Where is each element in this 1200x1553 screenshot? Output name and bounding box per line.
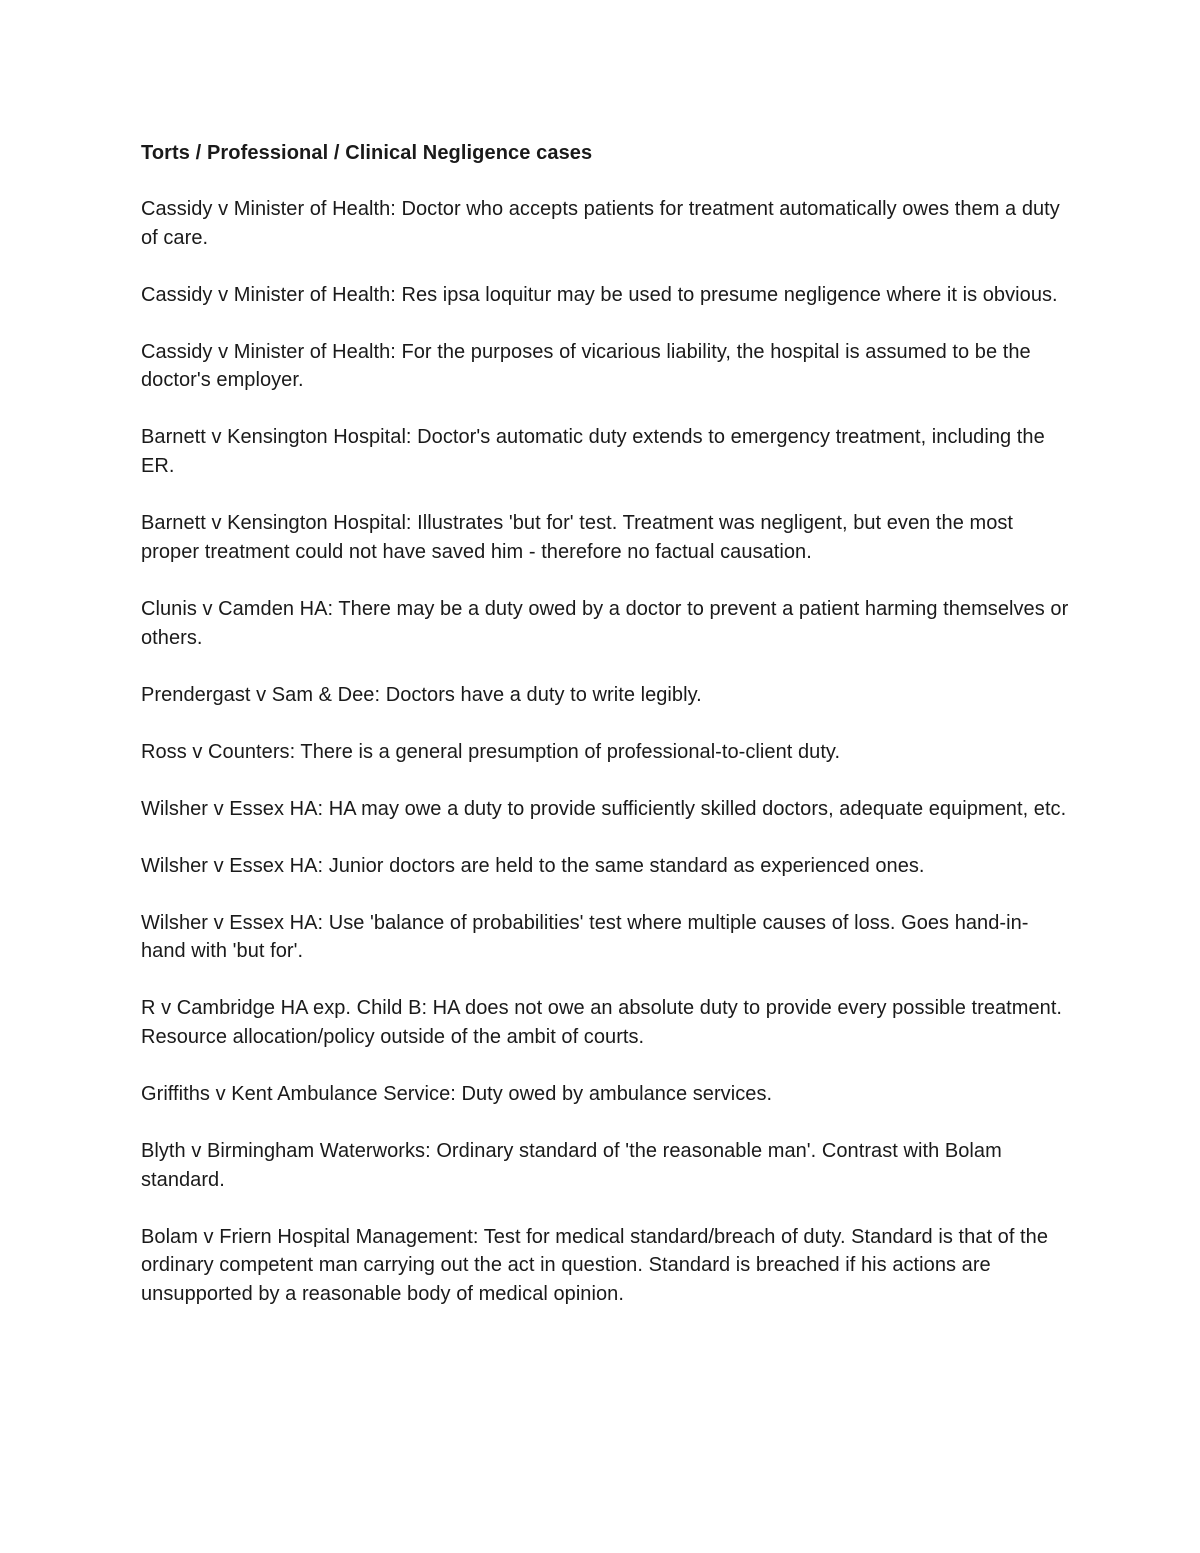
case-entry: Cassidy v Minister of Health: Doctor who accepts patients for treatment automatically owes them a duty of care. <box>141 198 1060 249</box>
case-entry: Prendergast v Sam & Dee: Doctors have a duty to write legibly. <box>141 683 702 706</box>
case-entry: R v Cambridge HA exp. Child B: HA does not owe an absolute duty to provide every possible treatment. Resource allocation/policy outside of the ambit of courts. <box>141 997 1063 1048</box>
case-list <box>141 195 1071 1309</box>
case-entry: Blyth v Birmingham Waterworks: Ordinary standard of 'the reasonable man'. Contrast with Bolam standard. <box>141 1139 1002 1191</box>
case-entry: Wilsher v Essex HA: Junior doctors are held to the same standard as experienced ones. <box>141 854 925 877</box>
case-entry: Cassidy v Minister of Health: For the purposes of vicarious liability, the hospital is assumed to be the doctor's employer. <box>141 340 1031 392</box>
case-entry: Clunis v Camden HA: There may be a duty owed by a doctor to prevent a patient harming themselves or others. <box>141 597 1069 649</box>
document-title: Torts / Professional / Clinical Negligence cases <box>141 142 593 164</box>
case-entry: Cassidy v Minister of Health: Res ipsa loquitur may be used to presume negligence where it is obvious. <box>141 283 1058 306</box>
case-entry: Barnett v Kensington Hospital: Doctor's automatic duty extends to emergency treatment, including the ER. <box>141 426 1045 478</box>
case-entry: Wilsher v Essex HA: Use 'balance of probabilities' test where multiple causes of loss. Goes hand-in-hand with 'but for'. <box>141 911 1029 963</box>
case-entry: Griffiths v Kent Ambulance Service: Duty owed by ambulance services. <box>141 1082 773 1105</box>
case-entry: Wilsher v Essex HA: HA may owe a duty to provide sufficiently skilled doctors, adequate equipment, etc. <box>141 797 1067 820</box>
case-entry: Ross v Counters: There is a general presumption of professional-to-client duty. <box>141 740 841 763</box>
case-entry: Bolam v Friern Hospital Management: Test for medical standard/breach of duty. Standard is that of the ordinary competent man carrying out the act in question. Standard is breached if his actions are unsupported by a reasonable body of medical opinion. <box>141 1225 1048 1306</box>
case-entry: Barnett v Kensington Hospital: Illustrates 'but for' test. Treatment was negligent, but even the most proper treatment could not have saved him - therefore no factual causation. <box>141 512 1014 563</box>
document-page <box>141 138 1071 1337</box>
